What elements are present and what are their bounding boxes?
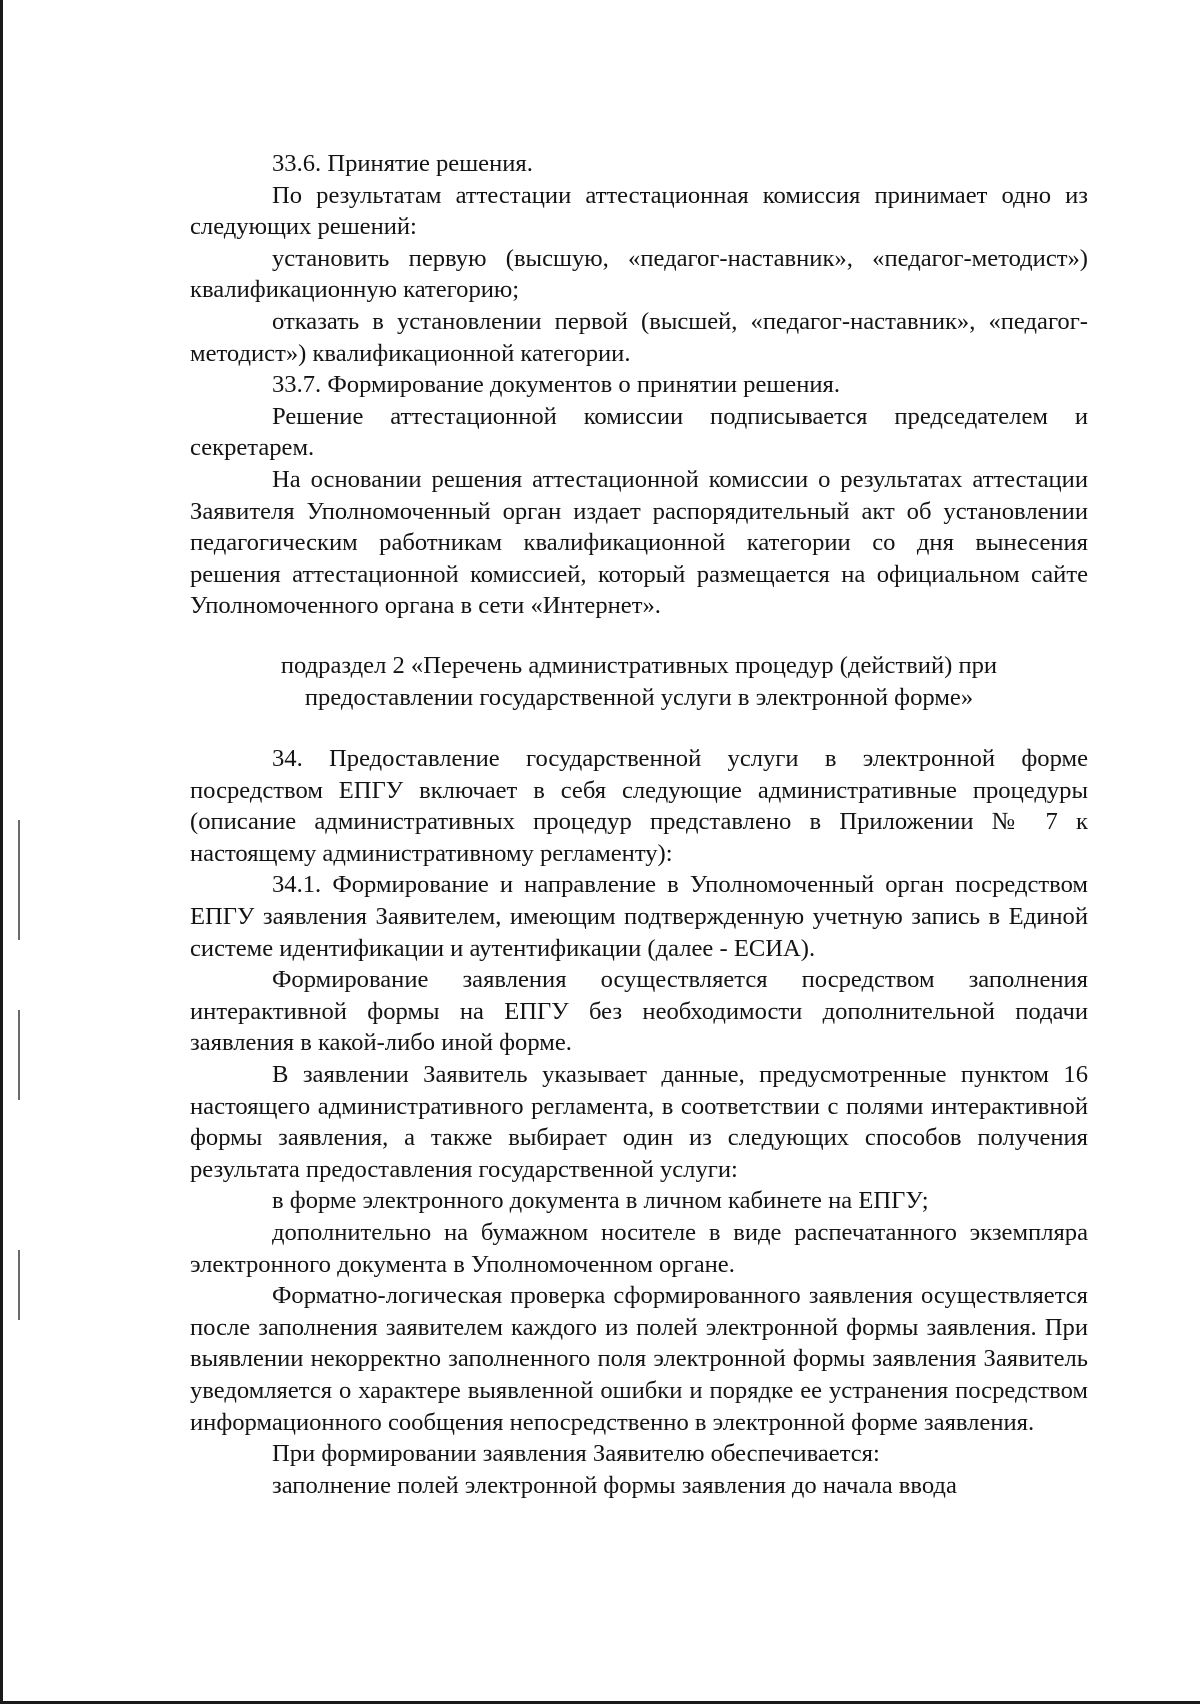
subsection-heading-line-2: предоставлении государственной услуги в электронной форме»: [304, 683, 974, 711]
paragraph-34-1: 34.1. Формирование и направление в Уполномоченный орган посредством ЕПГУ заявления Заявителем, имеющим подтвержденную учетную запись в Единой системе идентификации и аутентификации (далее - ЕСИА).: [190, 871, 1088, 962]
subsection-heading: [190, 650, 1088, 713]
paragraph-33-6-heading: 33.6. Принятие решения.: [272, 150, 533, 177]
paragraph-provided: При формировании заявления Заявителю обеспечивается:: [272, 1440, 880, 1468]
paragraph-filling-fields: заполнение полей электронной формы заявления до начала ввода: [272, 1471, 957, 1499]
paragraph-option-paper: дополнительно на бумажном носителе в виде распечатанного экземпляра электронного документа в Уполномоченном органе.: [190, 1219, 1088, 1278]
paragraph-form-filling: Формирование заявления осуществляется посредством заполнения интерактивной формы на ЕПГУ без необходимости дополнительной подачи заявления в какой-либо иной форме.: [190, 966, 1088, 1057]
paragraph-option-electronic: в форме электронного документа в личном кабинете на ЕПГУ;: [272, 1187, 929, 1215]
paragraph-34: 34. Предоставление государственной услуги в электронной форме посредством ЕПГУ включает в себя следующие административные процедуры (описание административных процедур представлено в Приложении № 7 к настоящему административному регламенту):: [190, 745, 1088, 867]
paragraph-decision-refuse: отказать в установлении первой (высшей, «педагог-наставник», «педагог-методист») квалификационной категории.: [190, 307, 1088, 367]
scan-artifact: [18, 1250, 20, 1320]
paragraph-applicant-data: В заявлении Заявитель указывает данные, предусмотренные пунктом 16 настоящего административного регламента, в соответствии с полями интерактивной формы заявления, а также выбирает один из следующих способов получения результата предоставления государственной услуги:: [190, 1061, 1088, 1183]
paragraph-authority-act: На основании решения аттестационной комиссии о результатах аттестации Заявителя Уполномоченный орган издает распорядительный акт об установлении педагогическим работникам квалификационной категории со дня вынесения решения аттестационной комиссией, который размещается на официальном сайте Уполномоченного органа в сети «Интернет».: [190, 465, 1088, 620]
paragraph-signing: Решение аттестационной комиссии подписывается председателем и секретарем.: [190, 402, 1088, 462]
paragraph-format-check: Форматно-логическая проверка сформированного заявления осуществляется после заполнения заявителем каждого из полей электронной формы заявления. При выявлении некорректно заполненного поля электронной формы заявления Заявитель уведомляется о характере выявленной ошибки и порядке ее устранения посредством информационного сообщения непосредственно в электронной форме заявления.: [190, 1282, 1088, 1436]
subsection-heading-line-1: подраздел 2 «Перечень административных процедур (действий) при: [280, 651, 998, 679]
paragraph-decision-intro: По результатам аттестации аттестационная комиссия принимает одно из следующих решений:: [190, 181, 1088, 241]
document-page: [190, 148, 1088, 1501]
scan-artifact: [18, 820, 20, 940]
paragraph-decision-establish: установить первую (высшую, «педагог-наставник», «педагог-методист») квалификационную категорию;: [190, 244, 1088, 304]
scan-artifact: [18, 1010, 20, 1100]
scan-left-border: [0, 0, 3, 1704]
paragraph-33-7-heading: 33.7. Формирование документов о принятии решения.: [272, 371, 841, 399]
